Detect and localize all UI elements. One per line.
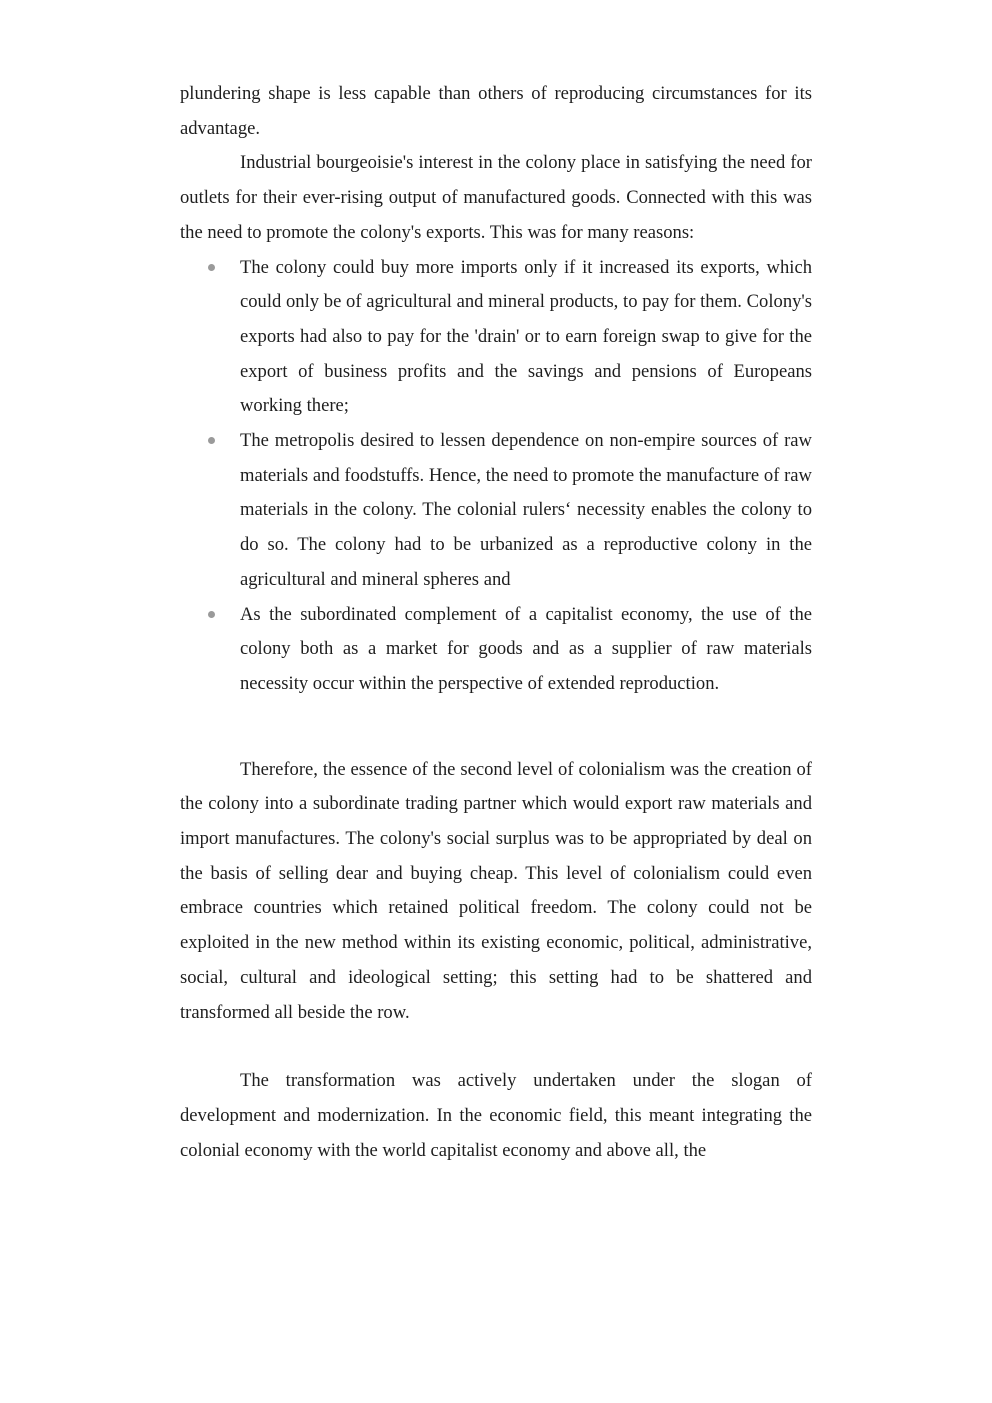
list-item-text: The colony could buy more imports only if it increased its exports, which could only be of agricultural and mineral products, to pay for them. Colony's exports had also to pay for the 'drain' or to earn foreign swap to give for the export of business profits and the savings and pensions of Europeans working there;: [240, 256, 812, 417]
paragraph-continuation: plundering shape is less capable than others of reproducing circumstances for its advantage.: [180, 83, 812, 139]
paragraph-second-level-colonialism: Therefore, the essence of the second level of colonialism was the creation of the colony into a subordinate trading partner which would export raw materials and import manufactures. The colony's social surplus was to be appropriated by deal on the basis of selling dear and buying cheap. This level of colonialism could even embrace countries which retained political freedom. The colony could not be exploited in the new method within its existing economic, political, administrative, social, cultural and ideological setting; this setting had to be shattered and transformed all beside the row.: [180, 758, 812, 1023]
bullet-icon: [208, 611, 215, 618]
list-item: [240, 598, 812, 702]
list-item: [240, 424, 812, 598]
paragraph-industrial-bourgeoisie: Industrial bourgeoisie's interest in the colony place in satisfying the need for outlets for their ever-rising output of manufactured goods. Connected with this was the need to promote the colony's exports. This was for many reasons:: [180, 152, 812, 243]
bullet-icon: [208, 437, 215, 444]
paragraph-transformation: The transformation was actively undertaken under the slogan of development and modernization. In the economic field, this meant integrating the colonial economy with the world capitalist economy and above all, the: [180, 1070, 812, 1161]
spacer: [180, 1030, 812, 1064]
document-page: [180, 77, 812, 1168]
list-item: [240, 251, 812, 425]
list-item-text: The metropolis desired to lessen dependence on non-empire sources of raw materials and foodstuffs. Hence, the need to promote the manufacture of raw materials in the colony. The colonial rulers‘ necessity enables the colony to do so. The colony had to be urbanized as a reproductive colony in the agricultural and mineral spheres and: [240, 430, 812, 590]
reasons-list: [180, 251, 812, 702]
list-item-text: As the subordinated complement of a capitalist economy, the use of the colony both as a market for goods and as a supplier of raw materials necessity occur within the perspective of extended reproduction.: [240, 603, 812, 694]
bullet-icon: [208, 264, 215, 271]
spacer: [180, 702, 812, 753]
